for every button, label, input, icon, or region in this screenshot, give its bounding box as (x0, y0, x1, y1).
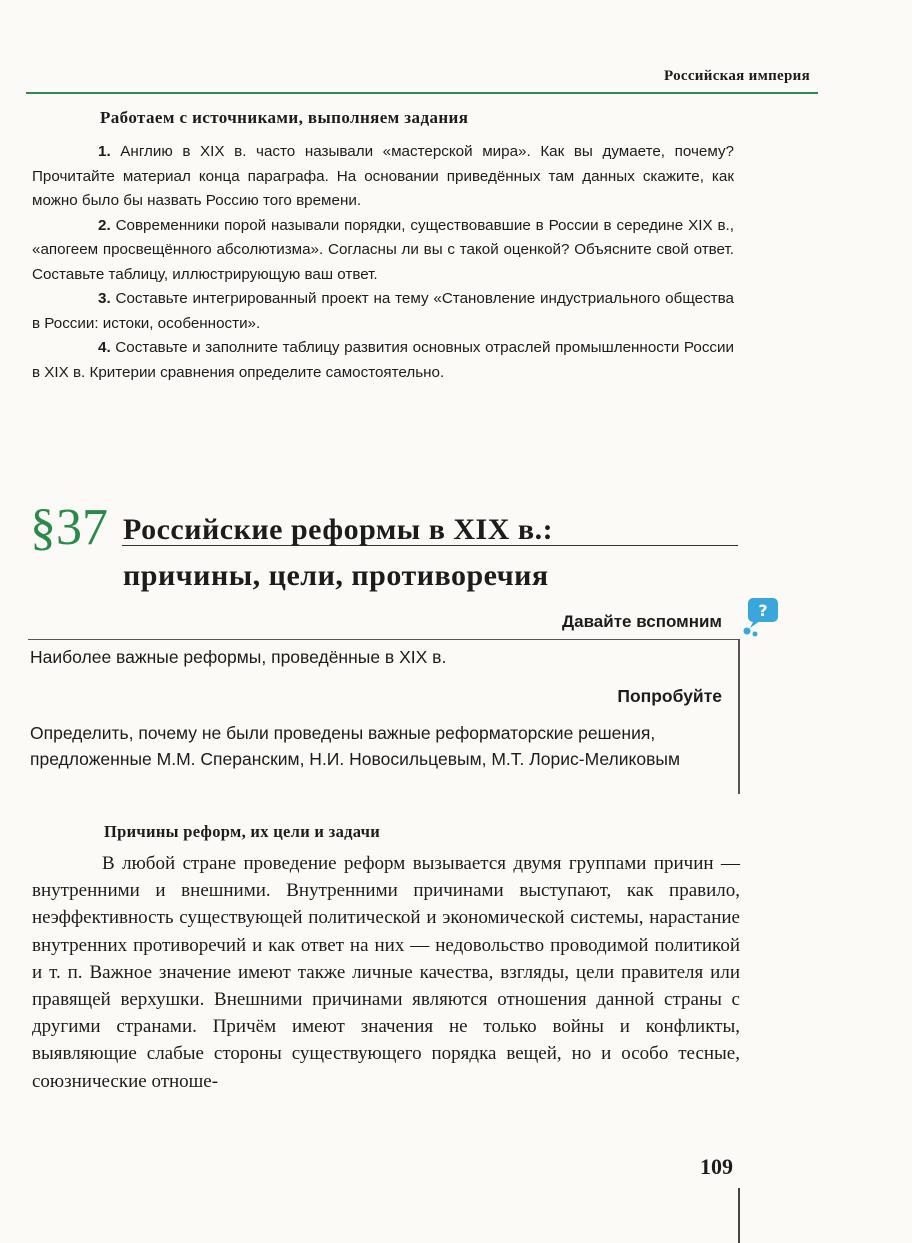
task-item (32, 287, 734, 336)
tasks-list (32, 140, 734, 385)
try-heading: Попробуйте (617, 686, 722, 706)
running-title: Российская империя (664, 68, 810, 84)
task-item (32, 336, 734, 385)
task-text: Англию в XIX в. часто называли «мастерской мира». Как вы думаете, почему? Прочитайте материал конца параграфа. На основании приведённых там данных скажите, как можно было бы назвать Россию того времени. (32, 143, 734, 209)
header-rule (26, 92, 818, 94)
remember-heading: Давайте вспомним (562, 612, 722, 631)
try-text: Определить, почему не были проведены важные реформаторские решения, предложенные М.М. Сперанским, Н.И. Новосильцевым, М.Т. Лорис-Меликовым (30, 723, 680, 769)
task-number: 3. (98, 290, 111, 307)
remember-text: Наиболее важные реформы, проведённые в XIX в. (30, 647, 447, 667)
task-item (32, 214, 734, 288)
task-number: 2. (98, 216, 111, 234)
page-edge-rule (738, 1188, 740, 1243)
page-number: 109 (700, 1154, 733, 1179)
chapter-title (123, 508, 553, 598)
chapter-title-line1: Российские реформы в XIX в.: (123, 513, 554, 546)
reasons-heading: Причины реформ, их цели и задачи (104, 822, 381, 841)
chapter-number: §37 (30, 499, 108, 556)
remember-box-rule (28, 639, 740, 640)
task-number: 4. (98, 339, 111, 356)
reasons-paragraph: В любой стране проведение реформ вызывается двумя группами причин — внутренними и внешними. Внутренними причинами выступают, как правило, неэффективность существующей политической и экономической системы, нарастание внутренних противоречий и как ответ на них — недовольство проводимой политикой и т. п. Важное значение имеют также личные качества, взгляды, цели правителя или правящей верхушки. Внешними причинами являются отношения данной страны с другими странами. Причём имеют значения не только войны и конфликты, выявляющие слабые стороны существующего порядка вещей, но и особо тесные, союзнические отноше- (32, 853, 740, 1092)
task-item (32, 140, 734, 214)
remember-box-side-rule (738, 640, 740, 794)
chapter-title-line2: причины, цели, противоречия (123, 559, 549, 592)
tasks-section-title: Работаем с источниками, выполняем задания (100, 108, 469, 127)
question-bubble-icon (742, 598, 780, 638)
task-text: Составьте интегрированный проект на тему «Становление индустриального общества в России: истоки, особенности». (32, 290, 734, 332)
reasons-body (32, 850, 740, 1095)
task-text: Составьте и заполните таблицу развития основных отраслей промышленности России в XIX в. Критерии сравнения определите самостоятельно. (32, 339, 734, 381)
svg-text:?: ? (758, 601, 768, 620)
task-number: 1. (98, 143, 111, 160)
task-text: Современники порой называли порядки, существовавшие в России в середине XIX в., «апогеем просвещённого абсолютизма». Согласны ли вы с такой оценкой? Объясните свой ответ. Составьте таблицу, иллюстрирующую ваш ответ. (32, 216, 734, 283)
